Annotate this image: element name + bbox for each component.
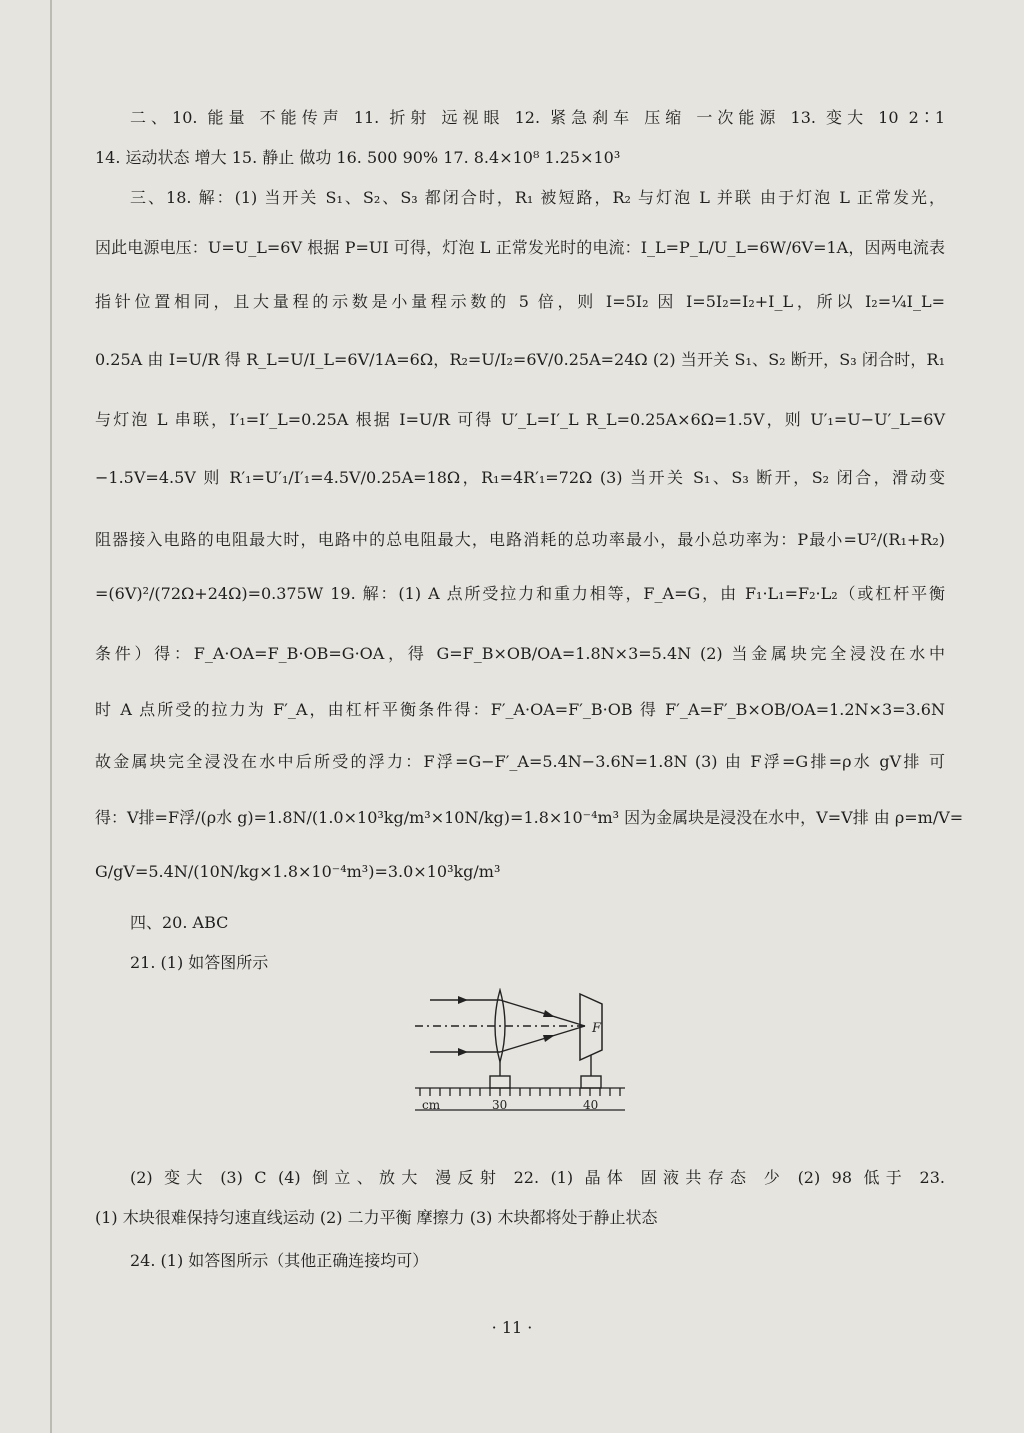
tick-label-40: 40	[583, 1098, 599, 1112]
text-line-6: 0.25A 由 I=U/R 得 R_L=U/I_L=6V/1A=6Ω，R₂=U/I₂=6V/0.25A=24Ω (2) 当开关 S₁、S₂ 断开，S₃ 闭合时，R₁	[95, 350, 945, 369]
lens-holder	[490, 1076, 510, 1088]
text-line-9: 阻器接入电路的电阻最大时，电路中的总电阻最大，电路消耗的总功率最小，最小总功率为：P最小=U²/(R₁+R₂)	[95, 530, 945, 549]
text-line-q21b-2: (1) 木块很难保持匀速直线运动 (2) 二力平衡 摩擦力 (3) 木块都将处于静止状态	[95, 1208, 658, 1227]
unit-label: cm	[422, 1098, 441, 1112]
text-line-3: 三、18. 解：(1) 当开关 S₁、S₂、S₃ 都闭合时，R₁ 被短路，R₂ 与灯泡 L 并联 由于灯泡 L 正常发光，	[130, 188, 945, 207]
text-line-5: 指针位置相同，且大量程的示数是小量程示数的 5 倍，则 I=5I₂ 因 I=5I₂=I₂+I_L，所以 I₂=¼I_L=	[95, 292, 945, 311]
page-number: · 11 ·	[491, 1318, 533, 1337]
text-line-10: =(6V)²/(72Ω+24Ω)=0.375W 19. 解：(1) A 点所受拉力和重力相等，F_A=G，由 F₁·L₁=F₂·L₂（或杠杆平衡	[95, 584, 945, 603]
text-line-13: 故金属块完全浸没在水中后所受的浮力：F浮=G−F′_A=5.4N−3.6N=1.8N (3) 由 F浮=G排=ρ水 gV排 可	[95, 752, 945, 771]
text-line-q21b-1: (2) 变大 (3) C (4) 倒立、放大 漫反射 22. (1) 晶体 固液共存态 少 (2) 98 低于 23.	[130, 1168, 945, 1187]
lens-optical-bench-figure	[410, 988, 630, 1128]
text-line-15: G/gV=5.4N/(10N/kg×1.8×10⁻⁴m³)=3.0×10³kg/m³	[95, 862, 501, 881]
refracted-ray-top	[500, 1000, 585, 1026]
focus-label: F	[592, 1021, 602, 1036]
question-24-answer: 24. (1) 如答图所示（其他正确连接均可）	[130, 1251, 429, 1270]
text-line-7: 与灯泡 L 串联，I′₁=I′_L=0.25A 根据 I=U/R 可得 U′_L=I′_L R_L=0.25A×6Ω=1.5V，则 U′₁=U−U′_L=6V	[95, 410, 945, 429]
section-four-answer: 四、20. ABC	[130, 913, 229, 932]
tick-label-30: 30	[492, 1098, 508, 1112]
text-line-12: 时 A 点所受的拉力为 F′_A，由杠杆平衡条件得：F′_A·OA=F′_B·OB 得 F′_A=F′_B×OB/OA=1.2N×3=3.6N	[95, 700, 945, 719]
text-line-11: 条件）得：F_A·OA=F_B·OB=G·OA，得 G=F_B×OB/OA=1.8N×3=5.4N (2) 当金属块完全浸没在水中	[95, 644, 945, 663]
text-line-1: 二、10. 能量 不能传声 11. 折射 远视眼 12. 紧急刹车 压缩 一次能源 13. 变大 10 2∶1	[130, 108, 945, 127]
text-line-8: −1.5V=4.5V 则 R′₁=U′₁/I′₁=4.5V/0.25A=18Ω，R₁=4R′₁=72Ω (3) 当开关 S₁、S₃ 断开，S₂ 闭合，滑动变	[95, 468, 945, 487]
screen-holder	[581, 1076, 601, 1088]
text-line-14: 得：V排=F浮/(ρ水 g)=1.8N/(1.0×10³kg/m³×10N/kg)=1.8×10⁻⁴m³ 因为金属块是浸没在水中，V=V排 由 ρ=m/V=	[95, 808, 964, 827]
text-line-2: 14. 运动状态 增大 15. 静止 做功 16. 500 90% 17. 8.4×10⁸ 1.25×10³	[95, 148, 621, 167]
text-line-4: 因此电源电压：U=U_L=6V 根据 P=UI 可得，灯泡 L 正常发光时的电流：I_L=P_L/U_L=6W/6V=1A，因两电流表	[95, 238, 945, 257]
refracted-ray-bottom	[500, 1026, 585, 1052]
question-21-answer: 21. (1) 如答图所示	[130, 953, 269, 972]
